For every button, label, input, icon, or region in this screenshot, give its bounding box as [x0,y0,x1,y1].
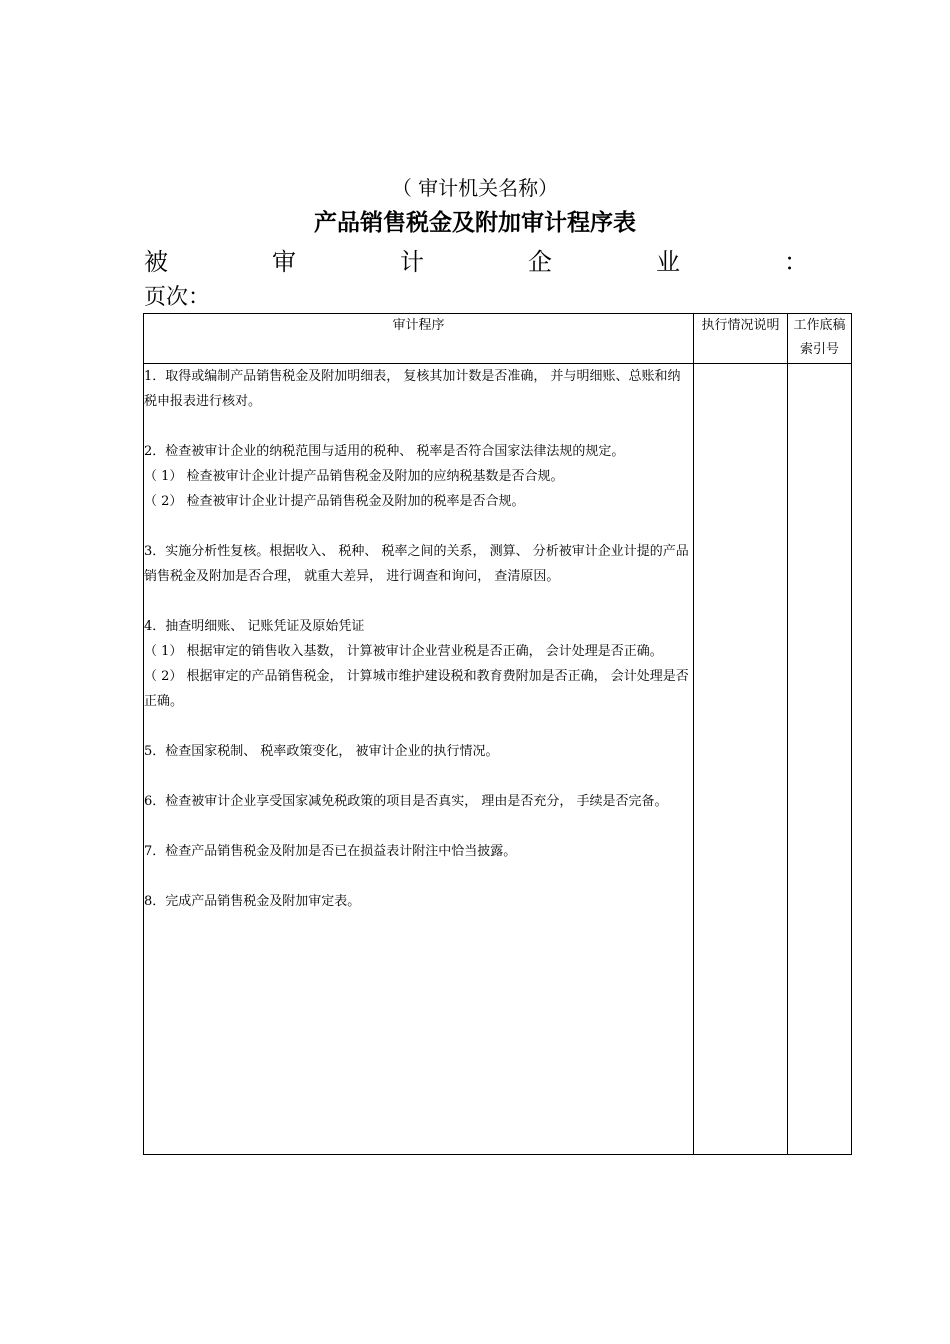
index-cell[interactable] [788,364,852,1155]
header-index-line1: 工作底稿 [793,318,846,333]
table-row [144,364,852,1155]
procedure-item: 8．完成产品销售税金及附加审定表。 [144,894,361,909]
procedure-item: （ 1） 检查被审计企业计提产品销售税金及附加的应纳税基数是否合规。 [144,469,564,484]
page-number-label: 页次： [144,285,211,310]
procedure-item: 4．抽查明细账、 记账凭证及原始凭证 [144,619,365,634]
procedure-item: 6．检查被审计企业享受国家减免税政策的项目是否真实， 理由是否充分， 手续是否完备。 [144,794,668,809]
procedure-item: 2．检查被审计企业的纳税范围与适用的税种、 税率是否符合国家法律法规的规定。 [144,444,625,459]
header-execution: 执行情况说明 [694,314,788,364]
procedure-item: 1．取得或编制产品销售税金及附加明细表， 复核其加计数是否准确， 并与明细账、总账和纳税申报表进行核对。 [144,369,681,409]
company-char: 计 [400,248,424,276]
procedure-item: （ 2） 根据审定的产品销售税金， 计算城市维护建设税和教育费附加是否正确， 会计处理是否正确。 [144,669,689,709]
company-char: 业 [656,248,680,276]
company-char: ： [784,248,808,276]
audited-company-label [144,242,808,276]
table-header-row [144,314,852,364]
procedure-item: （ 1） 根据审定的销售收入基数， 计算被审计企业营业税是否正确， 会计处理是否正确。 [144,644,663,659]
header-index-line2: 索引号 [799,342,839,357]
company-char: 被 [144,248,168,276]
org-name: （ 审计机关名称） [391,176,559,200]
execution-cell[interactable] [694,364,788,1155]
procedure-item: 7．检查产品销售税金及附加是否已在损益表计附注中恰当披露。 [144,844,517,859]
header-index [788,314,852,364]
header-procedure: 审计程序 [144,314,694,364]
procedure-item: （ 2） 检查被审计企业计提产品销售税金及附加的税率是否合规。 [144,494,525,509]
page-title: 产品销售税金及附加审计程序表 [314,210,636,236]
procedure-item: 5．检查国家税制、 税率政策变化， 被审计企业的执行情况。 [144,744,499,759]
procedure-item: 3．实施分析性复核。根据收入、 税种、 税率之间的关系， 测算、 分析被审计企业计提的产品销售税金及附加是否合理， 就重大差异， 进行调查和询问， 查清原因。 [144,544,689,584]
audit-procedure-table [143,313,852,1155]
company-char: 审 [272,248,296,276]
procedure-cell [144,364,694,1155]
company-char: 企 [528,248,552,276]
